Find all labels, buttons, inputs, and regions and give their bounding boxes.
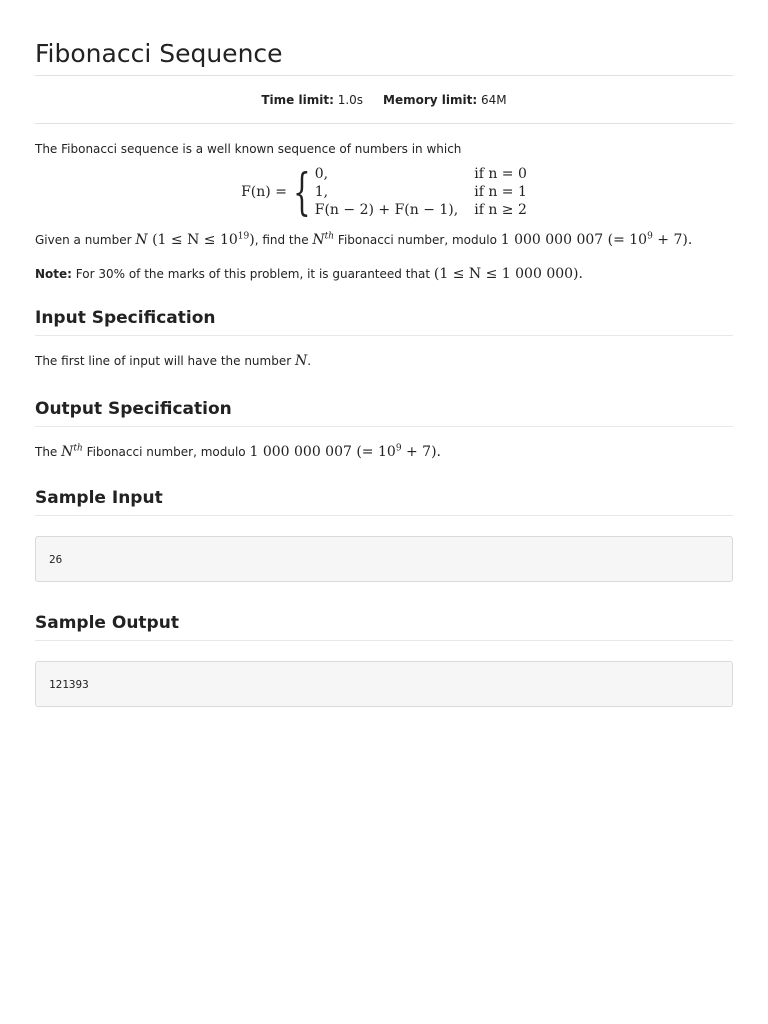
problem-page <box>35 0 733 707</box>
output-modulus-exp: 9 <box>395 443 402 454</box>
given-range-exp: 19 <box>237 231 250 242</box>
given-suffix: Fibonacci number, modulo <box>334 233 501 247</box>
case-value: F(n − 2) + F(n − 1), <box>314 202 459 218</box>
nth-term <box>312 232 334 248</box>
time-limit-value: 1.0s <box>337 92 364 107</box>
given-range-close: ) <box>249 232 255 248</box>
input-spec-end: . <box>307 354 312 368</box>
note-math: (1 ≤ N ≤ 1 000 000). <box>433 266 583 282</box>
output-modulus <box>249 444 441 460</box>
statement-intro: The Fibonacci sequence is a well known sequence of numbers in which <box>35 142 462 156</box>
problem-limits <box>35 76 733 124</box>
memory-limit-label: Memory limit: <box>383 92 478 107</box>
input-spec-body: The first line of input will have the number <box>35 354 295 368</box>
note-label: Note: <box>35 267 72 281</box>
output-nth-sup: th <box>73 443 83 454</box>
input-spec-heading: Input Specification <box>35 305 733 336</box>
case-condition: if n ≥ 2 <box>474 202 527 218</box>
brace-icon: { <box>293 163 311 221</box>
output-nth-term <box>61 444 83 460</box>
case-value: 1, <box>314 184 329 200</box>
given-middle: , find the <box>254 233 313 247</box>
output-spec-text <box>35 443 733 461</box>
sample-output-heading: Sample Output <box>35 610 733 641</box>
page-title: Fibonacci Sequence <box>35 36 733 76</box>
given-prefix: Given a number <box>35 233 136 247</box>
time-limit <box>261 93 363 107</box>
modulus <box>501 232 693 248</box>
sample-output-value: 121393 <box>49 677 89 691</box>
output-spec-heading: Output Specification <box>35 396 733 427</box>
given-range: (1 ≤ N ≤ 10 <box>152 232 238 248</box>
nth-sup: th <box>324 231 335 242</box>
given-N: N <box>135 232 148 248</box>
time-limit-label: Time limit: <box>261 92 334 107</box>
case-condition: if n = 1 <box>474 184 527 200</box>
modulus-exp: 9 <box>647 231 653 242</box>
sample-input-value: 26 <box>49 552 63 566</box>
memory-limit-value: 64M <box>481 92 507 107</box>
problem-statement <box>35 140 733 283</box>
fibonacci-formula <box>35 165 733 219</box>
formula-lhs: F(n) = <box>241 184 287 200</box>
sample-output-code[interactable] <box>35 661 733 707</box>
sample-input-code[interactable] <box>35 536 733 582</box>
output-spec-prefix: The <box>35 445 62 459</box>
case-value: 0, <box>314 166 329 182</box>
output-modulus-close: + 7). <box>401 444 441 460</box>
input-spec-var: N <box>294 353 308 369</box>
modulus-value: 1 000 000 007 (= 10 <box>500 232 648 248</box>
sample-input-heading: Sample Input <box>35 485 733 516</box>
note-text: For 30% of the marks of this problem, it is guaranteed that <box>71 267 434 281</box>
formula-cases <box>315 165 527 219</box>
case-condition: if n = 0 <box>474 166 527 182</box>
input-spec-text <box>35 352 733 370</box>
output-spec-suffix: Fibonacci number, modulo <box>82 445 250 459</box>
statement-given <box>35 231 733 249</box>
memory-limit <box>383 93 507 107</box>
given-var <box>135 232 254 248</box>
modulus-close: + 7). <box>652 232 693 248</box>
output-nth-base: N <box>61 444 74 460</box>
statement-note <box>35 265 733 283</box>
nth-base: N <box>312 232 325 248</box>
output-modulus-value: 1 000 000 007 (= 10 <box>249 444 396 460</box>
